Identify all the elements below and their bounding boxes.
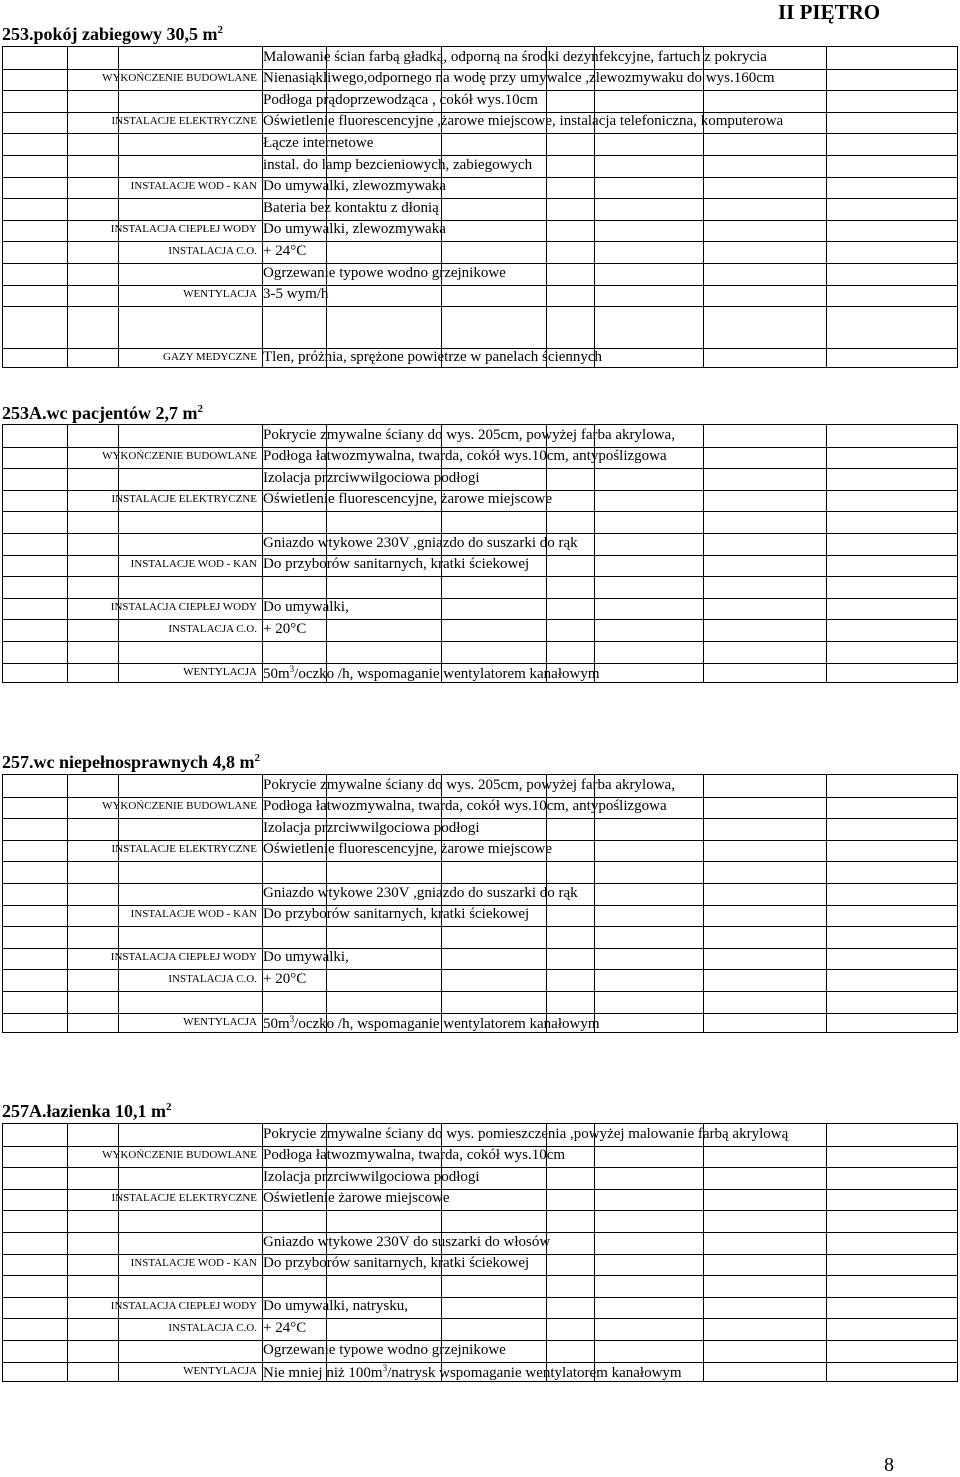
spec-value-text: 50m <box>263 1016 290 1033</box>
room-title <box>2 752 260 773</box>
spec-row-value <box>263 906 529 923</box>
spec-value-text: Łącze internetowe <box>263 135 374 151</box>
grid-horizontal-line <box>3 133 957 134</box>
grid-vertical-line <box>826 1124 827 1381</box>
spec-row-label: INSTALACJA CIEPŁEJ WODY <box>110 1300 257 1313</box>
grid-horizontal-line <box>3 220 957 221</box>
spec-row-value <box>263 135 373 152</box>
grid-vertical-line <box>118 425 119 682</box>
spec-row-value <box>263 1169 480 1186</box>
spec-row-label: INSTALACJA CIEPŁEJ WODY <box>110 223 257 236</box>
spec-value-text: Izolacja przrciwwilgociowa podłogi <box>263 819 480 836</box>
spec-value-text: Pokrycie zmywalne ściany do wys. pomieszczenia ,powyżej malowanie farbą akrylową <box>263 1125 789 1142</box>
grid-horizontal-line <box>3 818 957 819</box>
spec-value-text: Podłoga prądoprzewodząca , cokół wys.10cm <box>263 91 538 108</box>
page-number: 8 <box>884 1454 894 1476</box>
grid-horizontal-line <box>3 576 957 577</box>
spec-value-text: Podłoga łatwozmywalna, twarda, cokół wys.10cm, antypoślizgowa <box>263 798 667 815</box>
spec-value-text: Malowanie ścian farbą gładką, odporną na środki dezynfekcyjne, fartuch z pokrycia <box>263 48 767 65</box>
spec-row-value <box>263 200 439 217</box>
spec-value-text: Do przyborów sanitarnych, kratki ściekowej <box>263 906 530 923</box>
spec-row-value <box>263 1255 529 1272</box>
spec-row-value <box>263 470 480 487</box>
grid-horizontal-line <box>3 926 957 927</box>
spec-row-value <box>263 664 600 683</box>
spec-row-label: WYKOŃCZENIE BUDOWLANE <box>102 72 257 85</box>
spec-row-value <box>263 92 538 109</box>
grid-vertical-line <box>118 47 119 367</box>
grid-horizontal-line <box>3 1210 957 1211</box>
grid-horizontal-line <box>3 991 957 992</box>
spec-value-text: Podłoga łatwozmywalna, twarda, cokół wys.10cm <box>263 1147 566 1164</box>
grid-vertical-line <box>594 1124 595 1381</box>
spec-value-superscript: 3 <box>289 1014 295 1025</box>
spec-row-label: INSTALACJE WOD - KAN <box>130 180 257 193</box>
spec-row-label: INSTALACJE ELEKTRYCZNE <box>111 115 257 128</box>
grid-vertical-line <box>118 1124 119 1381</box>
spec-row-label: WENTYLACJA <box>183 1016 257 1029</box>
spec-row-value <box>263 1342 506 1359</box>
spec-value-text: Ogrzewanie typowe wodno grzejnikowe <box>263 1341 506 1358</box>
grid-horizontal-line <box>3 285 957 286</box>
spec-value-text: + 20°C <box>263 971 307 987</box>
spec-value-text: Gniazdo wtykowe 230V ,gniazdo do suszarki do rąk <box>263 534 578 551</box>
spec-value-text: Nie mniej niż 100m <box>263 1365 383 1382</box>
grid-vertical-line <box>703 425 704 682</box>
spec-row-value <box>263 178 446 195</box>
spec-row-label: WYKOŃCZENIE BUDOWLANE <box>102 450 257 463</box>
grid-vertical-line <box>826 425 827 682</box>
spec-row-label: INSTALACJA C.O. <box>168 623 257 635</box>
room-title-text: 253A.wc pacjentów 2,7 m <box>2 403 198 423</box>
spec-row-value <box>263 427 675 444</box>
spec-row-label: GAZY MEDYCZNE <box>163 351 257 364</box>
grid-vertical-line <box>118 775 119 1032</box>
spec-row-value <box>263 70 775 87</box>
spec-row-value <box>263 349 602 366</box>
spec-value-text: + 24°C <box>263 1320 307 1336</box>
grid-horizontal-line <box>3 198 957 199</box>
spec-value-text: Oświetlenie fluorescencyjne, żarowe miejscowe <box>263 841 553 858</box>
grid-horizontal-line <box>3 511 957 512</box>
spec-value-text: Izolacja przrciwwilgociowa podłogi <box>263 1168 480 1185</box>
spec-row-label: INSTALACJE WOD - KAN <box>130 908 257 921</box>
spec-value-text-after: /oczko /h, wspomaganie wentylatorem kanałowym <box>294 1016 600 1033</box>
spec-value-text: Izolacja przrciwwilgociowa podłogi <box>263 469 480 486</box>
spec-value-text: Do umywalki, <box>263 599 349 616</box>
spec-row-label: INSTALACJE WOD - KAN <box>130 1257 257 1270</box>
spec-value-text: Oświetlenie fluorescencyjne ,żarowe miejscowe, instalacja telefoniczna, komputerowa <box>263 113 784 130</box>
spec-value-text: Ogrzewanie typowe wodno grzejnikowe <box>263 264 506 281</box>
spec-value-text: Do umywalki, natrysku, <box>263 1298 408 1315</box>
grid-horizontal-line <box>3 468 957 469</box>
grid-vertical-line <box>67 47 68 367</box>
spec-row-label: WENTYLACJA <box>183 1365 257 1378</box>
grid-horizontal-line <box>3 1167 957 1168</box>
room-area-superscript: 2 <box>254 752 261 764</box>
spec-value-text: Bateria bez kontaktu z dłonią <box>263 199 439 216</box>
spec-row-label: INSTALACJE ELEKTRYCZNE <box>111 493 257 506</box>
grid-horizontal-line <box>3 1275 957 1276</box>
spec-row-value <box>263 221 446 238</box>
spec-row-value <box>263 777 675 794</box>
room-area-superscript: 2 <box>166 1101 172 1113</box>
grid-horizontal-line <box>3 177 957 178</box>
spec-row-value <box>263 820 480 837</box>
spec-row-value <box>263 1363 682 1382</box>
spec-value-text: Oświetlenie fluorescencyjne, żarowe miejscowe <box>263 491 553 508</box>
grid-vertical-line <box>67 775 68 1032</box>
spec-row-value <box>263 265 506 282</box>
spec-row-label: WYKOŃCZENIE BUDOWLANE <box>102 1149 257 1162</box>
spec-row-value <box>263 157 532 174</box>
spec-row-label: INSTALACJA C.O. <box>168 245 257 257</box>
grid-vertical-line <box>703 775 704 1032</box>
spec-row-label: WENTYLACJA <box>183 288 257 301</box>
grid-vertical-line <box>826 47 827 367</box>
grid-horizontal-line <box>3 306 957 307</box>
spec-row-value <box>263 1298 408 1315</box>
spec-row-value <box>263 841 552 858</box>
spec-row-value <box>263 949 349 966</box>
spec-value-text: Gniazdo wtykowe 230V ,gniazdo do suszarki do rąk <box>263 884 578 901</box>
room-area-superscript: 2 <box>197 403 203 415</box>
room-area-superscript: 2 <box>217 24 223 36</box>
spec-row-value <box>263 448 667 465</box>
spec-row-label: WENTYLACJA <box>183 666 257 679</box>
grid-vertical-line <box>67 1124 68 1381</box>
spec-value-text: Do umywalki, <box>263 949 349 966</box>
spec-row-label: WYKOŃCZENIE BUDOWLANE <box>102 800 257 813</box>
spec-row-label: INSTALACJE WOD - KAN <box>130 558 257 571</box>
spec-value-text: Nienasiąkliwego,odpornego na wodę przy umywalce ,zlewozmywaku do wys.160cm <box>263 70 775 87</box>
grid-horizontal-line <box>3 861 957 862</box>
spec-row-value <box>263 556 529 573</box>
spec-value-text: Do umywalki, zlewozmywaka <box>263 221 446 238</box>
spec-row-value <box>263 49 767 66</box>
room-title-text: 257.wc niepełnosprawnych 4,8 m <box>2 752 255 772</box>
spec-value-text: Pokrycie zmywalne ściany do wys. 205cm, powyżej farba akrylowa, <box>263 426 675 443</box>
spec-value-superscript: 3 <box>382 1363 388 1374</box>
spec-row-value <box>263 1147 565 1164</box>
spec-value-text: Do przyborów sanitarnych, kratki ściekowej <box>263 556 530 573</box>
grid-vertical-line <box>703 47 704 367</box>
spec-value-text: Pokrycie zmywalne ściany do wys. 205cm, powyżej farba akrylowa, <box>263 776 675 793</box>
room-title <box>2 403 203 424</box>
spec-row-value <box>263 798 667 815</box>
grid-horizontal-line <box>3 948 957 949</box>
grid-horizontal-line <box>3 1318 957 1319</box>
spec-row-value <box>263 1190 450 1207</box>
spec-value-text: + 20°C <box>263 621 307 637</box>
spec-row-value <box>263 243 306 260</box>
spec-row-value <box>263 1320 306 1337</box>
spec-value-text: Do umywalki, zlewozmywaka <box>263 178 446 195</box>
spec-value-text: + 24°C <box>263 243 307 259</box>
spec-row-value <box>263 535 578 552</box>
spec-row-label: INSTALACJA CIEPŁEJ WODY <box>110 601 257 614</box>
spec-value-text: instal. do lamp bezcieniowych, zabiegowych <box>263 156 533 173</box>
grid-horizontal-line <box>3 241 957 242</box>
grid-horizontal-line <box>3 1297 957 1298</box>
spec-value-text: Gniazdo wtykowe 230V do suszarki do włosów <box>263 1233 551 1250</box>
grid-horizontal-line <box>3 969 957 970</box>
spec-row-value <box>263 599 349 616</box>
spec-value-text: Podłoga łatwozmywalna, twarda, cokół wys.10cm, antypoślizgowa <box>263 448 667 465</box>
grid-vertical-line <box>826 775 827 1032</box>
spec-row-value <box>263 1126 788 1143</box>
spec-row-label: INSTALACJA C.O. <box>168 973 257 985</box>
spec-row-label: INSTALACJE ELEKTRYCZNE <box>111 843 257 856</box>
spec-value-text: Tlen, próżnia, sprężone powietrze w panelach ściennych <box>263 349 603 366</box>
spec-row-value <box>263 971 306 988</box>
spec-row-value <box>263 113 783 130</box>
grid-horizontal-line <box>3 1189 957 1190</box>
grid-vertical-line <box>703 1124 704 1381</box>
spec-value-text-after: /natrysk wspomaganie wentylatorem kanałowym <box>387 1365 682 1382</box>
spec-row-value <box>263 286 328 303</box>
grid-horizontal-line <box>3 598 957 599</box>
spec-row-value <box>263 885 578 902</box>
spec-row-value <box>263 1014 600 1033</box>
grid-horizontal-line <box>3 619 957 620</box>
spec-value-text: 3-5 wym/h <box>263 286 329 303</box>
spec-row-label: INSTALACJA CIEPŁEJ WODY <box>110 951 257 964</box>
room-title-text: 257A.łazienka 10,1 m <box>2 1101 166 1121</box>
spec-row-value <box>263 491 552 508</box>
room-title <box>2 24 223 45</box>
grid-horizontal-line <box>3 641 957 642</box>
room-title-text: 253.pokój zabiegowy 30,5 m <box>2 24 218 44</box>
room-title <box>2 1101 172 1122</box>
grid-vertical-line <box>594 47 595 367</box>
grid-vertical-line <box>546 47 547 367</box>
spec-row-label: INSTALACJE ELEKTRYCZNE <box>111 1192 257 1205</box>
spec-value-text: 50m <box>263 666 290 683</box>
spec-value-text: Oświetlenie żarowe miejscowe <box>263 1190 450 1207</box>
spec-value-text-after: /oczko /h, wspomaganie wentylatorem kanałowym <box>294 666 600 683</box>
floor-heading: II PIĘTRO <box>778 0 881 24</box>
spec-row-value <box>263 1234 550 1251</box>
spec-value-superscript: 3 <box>289 664 295 675</box>
grid-vertical-line <box>67 425 68 682</box>
spec-row-value <box>263 621 306 638</box>
spec-row-label: INSTALACJA C.O. <box>168 1322 257 1334</box>
spec-value-text: Do przyborów sanitarnych, kratki ściekowej <box>263 1255 530 1272</box>
